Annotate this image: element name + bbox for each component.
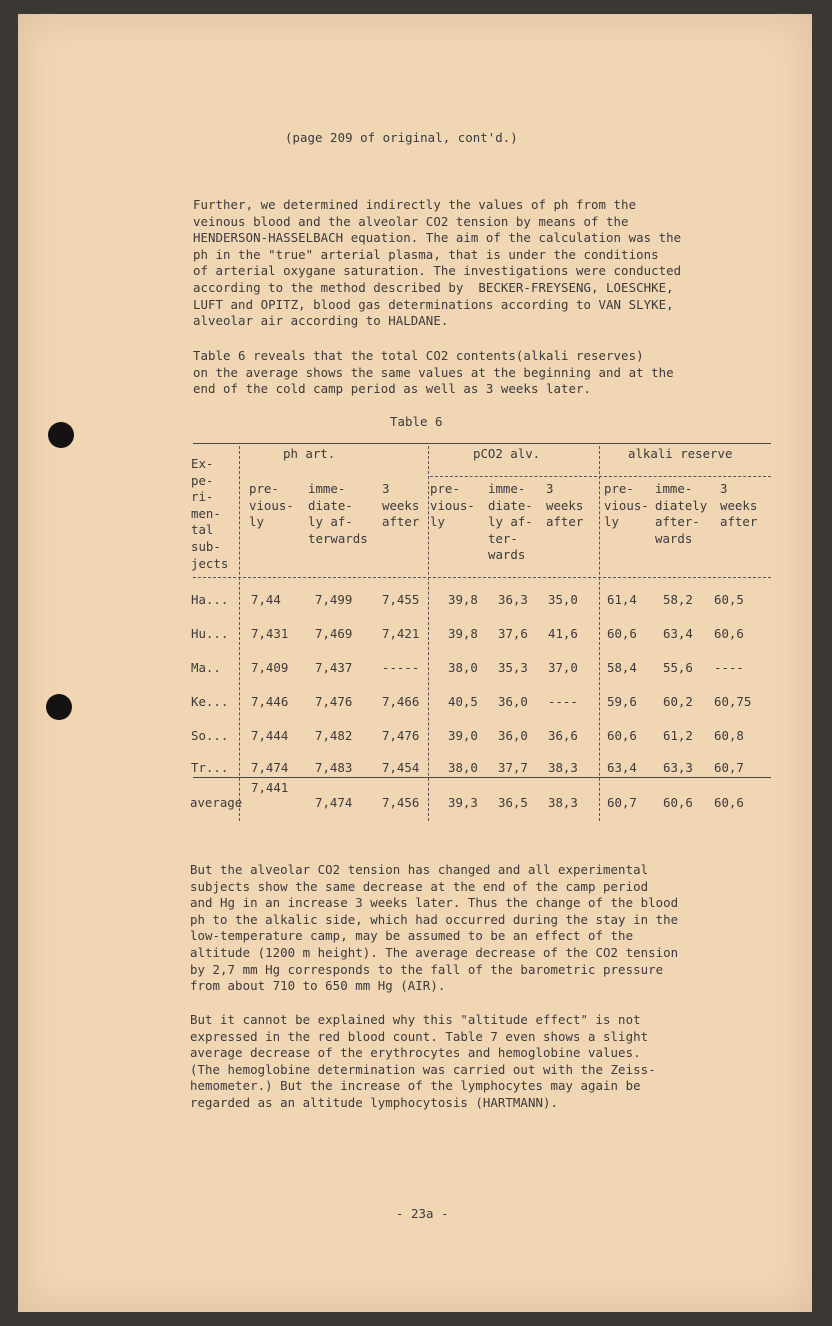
table-cell: 7,454 [382, 760, 420, 775]
text-line: alveolar air according to HALDANE. [193, 313, 449, 329]
table-cell: ---- [548, 694, 578, 709]
row-subject: Tr... [191, 760, 229, 775]
table-cell: 60,8 [714, 728, 744, 743]
page-header: (page 209 of original, cont'd.) [285, 130, 518, 145]
table-cell: 7,469 [315, 626, 353, 641]
table-cell: 38,3 [548, 760, 578, 775]
column-header: weeks [546, 497, 584, 513]
table-cell: 7,456 [382, 795, 420, 810]
table-cell: 35,0 [548, 592, 578, 607]
column-header: 3 [546, 481, 554, 496]
subject-header: jects [191, 555, 229, 571]
table-cell: 63,3 [663, 760, 693, 775]
punch-hole [48, 422, 74, 448]
column-header: pre- [604, 481, 634, 496]
column-header: ly [430, 514, 445, 530]
column-header: ly [249, 514, 264, 530]
table-column-divider [599, 446, 600, 821]
table-cell: 7,483 [315, 760, 353, 775]
table-cell: 60,6 [663, 795, 693, 810]
column-header: terwards [308, 530, 368, 546]
text-line: veinous blood and the alveolar CO2 tension by means of the [193, 213, 629, 229]
column-header: 3 [382, 481, 390, 496]
table-rule [193, 577, 771, 578]
column-header: ly [604, 514, 619, 530]
column-header: diately [655, 497, 708, 513]
table-cell: 39,8 [448, 592, 478, 607]
text-line: Further, we determined indirectly the values of ph from the [193, 197, 637, 212]
text-line: Table 6 reveals that the total CO2 contents(alkali reserves) [193, 348, 644, 363]
table-cell: 60,6 [607, 626, 637, 641]
table-cell: 36,6 [548, 728, 578, 743]
table-cell: 7,44 [251, 592, 281, 607]
table-cell: 39,8 [448, 626, 478, 641]
table-cell: 38,3 [548, 795, 578, 810]
column-header: after [720, 514, 758, 530]
row-subject: Ma.. [191, 660, 221, 675]
table-cell: 38,0 [448, 760, 478, 775]
table-cell: 35,3 [498, 660, 528, 675]
column-header: ter- [488, 530, 518, 546]
column-header: pre- [249, 481, 279, 496]
text-line: subjects show the same decrease at the end of the camp period [190, 878, 649, 894]
column-header: diate- [488, 497, 533, 513]
table-cell: 60,5 [714, 592, 744, 607]
text-line: of arterial oxygane saturation. The investigations were conducted [193, 263, 682, 279]
column-header: ly af- [488, 514, 533, 530]
table-cell: 58,4 [607, 660, 637, 675]
table-cell: 36,3 [498, 592, 528, 607]
text-line: and Hg in an increase 3 weeks later. Thus the change of the blood [190, 895, 679, 911]
table-cell: 37,7 [498, 760, 528, 775]
column-header: pre- [430, 481, 460, 496]
subject-header: sub- [191, 539, 221, 554]
column-group-header: alkali reserve [628, 446, 733, 461]
text-line: on the average shows the same values at the beginning and at the [193, 364, 674, 380]
table-cell: 7,437 [315, 660, 353, 675]
column-group-header: ph art. [283, 446, 336, 461]
text-line: expressed in the red blood count. Table 7 even shows a slight [190, 1028, 649, 1044]
table-cell: ---- [714, 660, 744, 675]
column-header: imme- [308, 481, 346, 496]
row-subject: So... [191, 728, 229, 743]
table-cell: 7,431 [251, 626, 289, 641]
table-cell: 58,2 [663, 592, 693, 607]
column-header: imme- [488, 481, 526, 496]
subject-header: ri- [191, 489, 214, 505]
table-column-divider [428, 446, 429, 821]
text-line: by 2,7 mm Hg corresponds to the fall of the barometric pressure [190, 961, 664, 977]
average-label: average [190, 795, 243, 810]
table-rule [193, 443, 771, 444]
table-title: Table 6 [390, 414, 443, 429]
table-cell: 39,0 [448, 728, 478, 743]
table-cell: 36,0 [498, 728, 528, 743]
text-line: average decrease of the erythrocytes and hemoglobine values. [190, 1045, 641, 1061]
row-subject: Hu... [191, 626, 229, 641]
table-cell: 41,6 [548, 626, 578, 641]
table-cell: 60,6 [714, 626, 744, 641]
table-cell: 60,7 [607, 795, 637, 810]
column-header: vious- [249, 497, 294, 513]
table-cell: 7,482 [315, 728, 353, 743]
table-cell: 7,499 [315, 592, 353, 607]
table-cell: 7,466 [382, 694, 420, 709]
table-cell: 63,4 [663, 626, 693, 641]
table-cell: 60,2 [663, 694, 693, 709]
column-header: ly af- [308, 514, 353, 530]
table-cell: 7,446 [251, 694, 289, 709]
text-line: altitude (1200 m height). The average decrease of the CO2 tension [190, 945, 679, 960]
text-line: LUFT and OPITZ, blood gas determinations according to VAN SLYKE, [193, 296, 674, 312]
table-rule [193, 777, 771, 778]
column-group-header: pCO2 alv. [473, 446, 541, 461]
column-header: after- [655, 514, 700, 530]
table-cell: 61,2 [663, 728, 693, 743]
table-cell: 60,6 [607, 728, 637, 743]
table-cell: 7,409 [251, 660, 289, 675]
table-cell: 7,455 [382, 592, 420, 607]
table-cell: 37,0 [548, 660, 578, 675]
document-page [18, 14, 812, 1312]
punch-hole [46, 694, 72, 720]
table-cell: ----- [382, 660, 420, 675]
subject-header: pe- [191, 472, 214, 488]
table-cell: 55,6 [663, 660, 693, 675]
column-header: after [546, 514, 584, 530]
subject-header: Ex- [191, 456, 214, 471]
text-line: ph in the "true" arterial plasma, that is under the conditions [193, 246, 659, 262]
text-line: But it cannot be explained why this "altitude effect" is not [190, 1012, 641, 1027]
table-cell: 39,3 [448, 795, 478, 810]
table-rule [430, 476, 771, 477]
table-cell: 59,6 [607, 694, 637, 709]
table-cell: 37,6 [498, 626, 528, 641]
text-line: according to the method described by BECKER-FREYSENG, LOESCHKE, [193, 280, 674, 295]
subject-header: tal [191, 522, 214, 538]
row-subject: Ha... [191, 592, 229, 607]
column-header: diate- [308, 497, 353, 513]
column-header: wards [488, 547, 526, 563]
table-column-divider [239, 446, 240, 821]
text-line: hemometer.) But the increase of the lymphocytes may again be [190, 1078, 641, 1094]
table-cell: 7,476 [315, 694, 353, 709]
table-cell: 61,4 [607, 592, 637, 607]
column-header: weeks [382, 497, 420, 513]
text-line: (The hemoglobine determination was carried out with the Zeiss- [190, 1061, 656, 1077]
column-header: weeks [720, 497, 758, 513]
table-cell: 7,476 [382, 728, 420, 743]
page-number: - 23a - [396, 1206, 449, 1221]
column-header: wards [655, 530, 693, 546]
table-cell: 7,441 [251, 780, 289, 795]
text-line: regarded as an altitude lymphocytosis (HARTMANN). [190, 1095, 558, 1110]
table-cell: 60,75 [714, 694, 752, 709]
column-header: after [382, 514, 420, 530]
table-cell: 7,474 [315, 795, 353, 810]
table-cell: 38,0 [448, 660, 478, 675]
table-cell: 7,474 [251, 760, 289, 775]
table-cell: 36,5 [498, 795, 528, 810]
column-header: 3 [720, 481, 728, 496]
text-line: end of the cold camp period as well as 3 weeks later. [193, 381, 592, 397]
text-line: ph to the alkalic side, which had occurred during the stay in the [190, 911, 679, 927]
subject-header: men- [191, 505, 221, 521]
table-cell: 63,4 [607, 760, 637, 775]
row-subject: Ke... [191, 694, 229, 709]
text-line: from about 710 to 650 mm Hg (AIR). [190, 978, 446, 994]
column-header: imme- [655, 481, 693, 496]
table-cell: 60,6 [714, 795, 744, 810]
column-header: vious- [604, 497, 649, 513]
table-cell: 36,0 [498, 694, 528, 709]
table-cell: 60,7 [714, 760, 744, 775]
table-cell: 40,5 [448, 694, 478, 709]
table-cell: 7,444 [251, 728, 289, 743]
text-line: But the alveolar CO2 tension has changed and all experimental [190, 862, 649, 877]
table-cell: 7,421 [382, 626, 420, 641]
column-header: vious- [430, 497, 475, 513]
text-line: HENDERSON-HASSELBACH equation. The aim of the calculation was the [193, 230, 682, 246]
text-line: low-temperature camp, may be assumed to be an effect of the [190, 928, 634, 944]
